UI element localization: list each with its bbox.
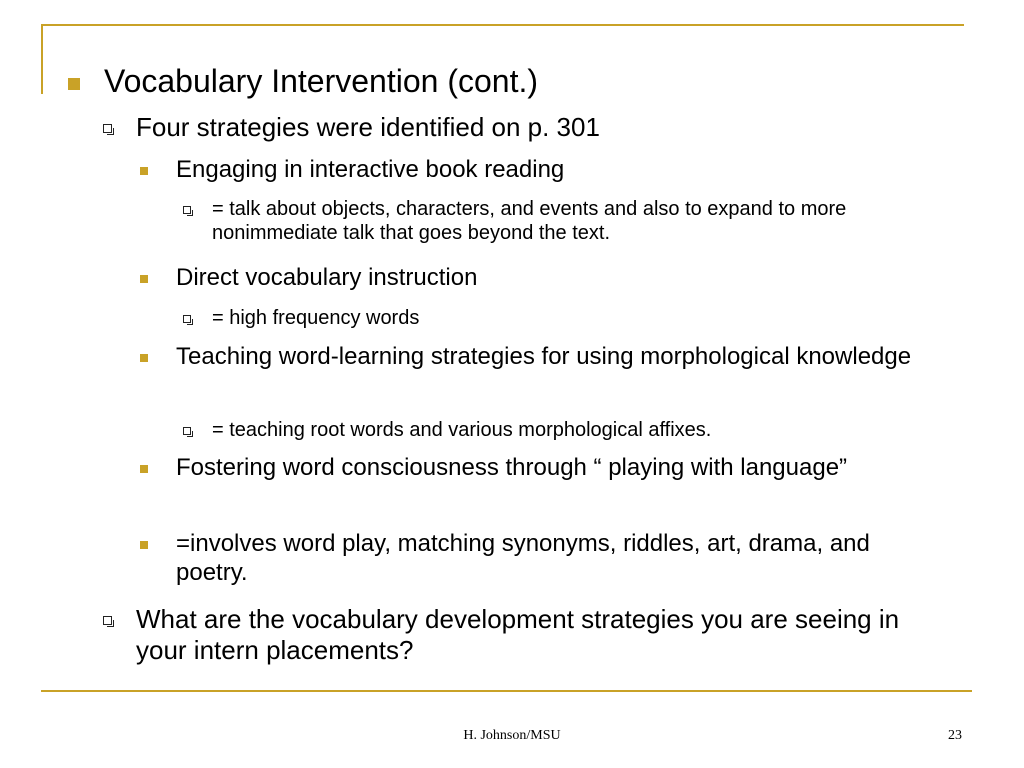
strategy-label: Fostering word consciousness through “ playing with language” bbox=[176, 454, 848, 481]
strategy-detail bbox=[212, 197, 972, 245]
square-bullet-icon bbox=[140, 354, 148, 362]
square-bullet-icon bbox=[140, 275, 148, 283]
left-border-line bbox=[41, 24, 43, 94]
bullet-four-strategies bbox=[136, 112, 956, 143]
box-bullet-icon bbox=[183, 315, 191, 323]
box-bullet-icon bbox=[103, 616, 112, 625]
strategy-detail bbox=[212, 418, 972, 442]
square-bullet-icon bbox=[140, 167, 148, 175]
strategy-detail bbox=[212, 306, 972, 330]
strategy-item bbox=[176, 343, 946, 372]
bullet-text: Four strategies were identified on p. 301 bbox=[136, 112, 600, 142]
box-bullet-icon bbox=[183, 427, 191, 435]
strategy-label: =involves word play, matching synonyms, riddles, art, drama, and poetry. bbox=[176, 530, 870, 586]
strategy-item bbox=[176, 454, 946, 483]
strategy-detail-text: = talk about objects, characters, and events and also to expand to more nonimmediate talk that goes beyond the text. bbox=[212, 198, 847, 244]
bottom-border-line bbox=[41, 690, 972, 692]
question-text: What are the vocabulary development strategies you are seeing in your intern placements? bbox=[136, 604, 900, 666]
strategy-item bbox=[176, 264, 946, 293]
footer-author: H. Johnson/MSU bbox=[463, 728, 561, 743]
strategy-item bbox=[176, 156, 946, 185]
slide-title-item bbox=[104, 62, 538, 100]
square-bullet-icon bbox=[68, 78, 80, 90]
box-bullet-icon bbox=[103, 124, 112, 133]
bullet-question bbox=[136, 604, 956, 666]
strategy-detail-text: = teaching root words and various morphological affixes. bbox=[212, 419, 712, 441]
strategy-detail-text: = high frequency words bbox=[212, 307, 420, 329]
strategy-item bbox=[176, 530, 946, 588]
strategy-label: Engaging in interactive book reading bbox=[176, 156, 565, 183]
square-bullet-icon bbox=[140, 465, 148, 473]
square-bullet-icon bbox=[140, 541, 148, 549]
box-bullet-icon bbox=[183, 206, 191, 214]
strategy-label: Teaching word-learning strategies for using morphological knowledge bbox=[176, 343, 912, 370]
strategy-label: Direct vocabulary instruction bbox=[176, 264, 478, 291]
slide-title: Vocabulary Intervention (cont.) bbox=[104, 63, 539, 99]
top-border-line bbox=[41, 24, 964, 26]
page-number: 23 bbox=[948, 728, 962, 743]
